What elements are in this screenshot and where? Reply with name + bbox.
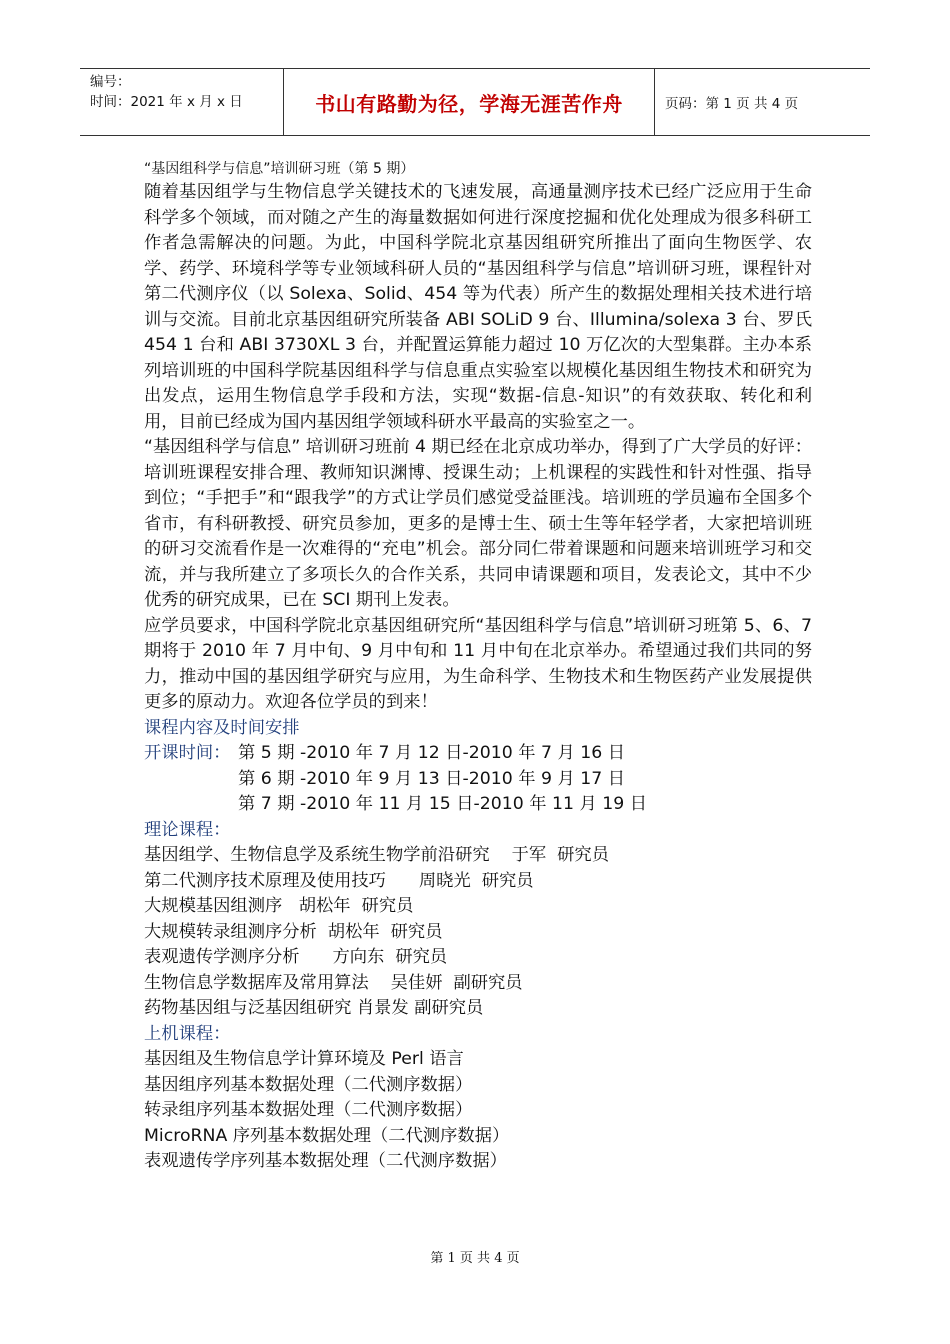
lab-course-item: 基因组序列基本数据处理（二代测序数据） bbox=[144, 1074, 473, 1095]
theory-course-item: 表观遗传学测序分析 方向东 研究员 bbox=[144, 947, 448, 967]
schedule-label: 开课时间： bbox=[144, 743, 231, 763]
schedule-row: 第 7 期 -2010 年 11 月 15 日-2010 年 11 月 19 日 bbox=[238, 794, 648, 814]
theory-course-item: 生物信息学数据库及常用算法 吴佳妍 副研究员 bbox=[144, 972, 523, 993]
theory-course-item: 第二代测序技术原理及使用技巧 周晓光 研究员 bbox=[144, 870, 534, 891]
lab-course-item: 表观遗传学序列基本数据处理（二代测序数据） bbox=[144, 1151, 507, 1171]
theory-course-item: 大规模基因组测序 胡松年 研究员 bbox=[144, 896, 414, 916]
history-paragraph: “基因组科学与信息” 培训研习班前 4 期已经在北京成功举办，得到了广大学员的好评：培训班课程安排合理、教师知识渊博、授课生动；上机课程的实践性和针对性强、指导到位；“手把手”和“跟我学”的方式让学员们感觉受益匪浅。培训班的学员遍布全国多个省市，有科研教授、研究员参加，更多的是博士生、硕士生等年轻学者，大家把培训班的研习交流看作是一次难得的“充电”机会。部分同仁带着课题和问题来培训班学习和交流，并与我所建立了多项长久的合作关系，共同申请课题和项目，发表论文，其中不少优秀的研究成果，已在 SCI 期刊上发表。 bbox=[144, 437, 812, 610]
schedule-rows bbox=[238, 741, 647, 818]
header-motto: 书山有路勤为径，学海无涯苦作舟 bbox=[283, 69, 655, 135]
header-meta bbox=[80, 69, 283, 135]
document-body bbox=[144, 158, 812, 1175]
schedule-row: 第 6 期 -2010 年 9 月 13 日-2010 年 9 月 17 日 bbox=[238, 768, 626, 789]
announcement-paragraph: 应学员要求，中国科学院北京基因组研究所“基因组科学与信息”培训研习班第 5、6、7 期将于 2010 年 7 月中旬、9 月中旬和 11 月中旬在北京举办。希望通过我们共同的努力，推动中国的基因组学研究与应用，为生命科学、生物技术和生物医药产业发展提供更多的原动力。欢迎各位学员的到来！ bbox=[144, 615, 812, 712]
lab-course-item: 转录组序列基本数据处理（二代测序数据） bbox=[144, 1100, 473, 1120]
header-page-info: 页码：第 1 页 共 4 页 bbox=[665, 96, 799, 112]
lab-course-item: 基因组及生物信息学计算环境及 Perl 语言 bbox=[144, 1049, 464, 1069]
schedule-row: 第 5 期 -2010 年 7 月 12 日-2010 年 7 月 16 日 bbox=[238, 743, 626, 763]
theory-heading: 理论课程： bbox=[144, 819, 231, 840]
theory-course-item: 基因组学、生物信息学及系统生物学前沿研究 于军 研究员 bbox=[144, 845, 609, 865]
schedule-heading: 课程内容及时间安排 bbox=[144, 717, 300, 738]
lab-course-item: MicroRNA 序列基本数据处理（二代测序数据） bbox=[144, 1125, 510, 1146]
theory-course-item: 大规模转录组测序分析 胡松年 研究员 bbox=[144, 921, 443, 942]
lab-heading: 上机课程： bbox=[144, 1023, 231, 1044]
page-header bbox=[80, 68, 870, 136]
intro-paragraph: 随着基因组学与生物信息学关键技术的飞速发展，高通量测序技术已经广泛应用于生命科学多个领域，而对随之产生的海量数据如何进行深度挖掘和优化处理成为很多科研工作者急需解决的问题。为此，中国科学院北京基因组研究所推出了面向生物医学、农学、药学、环境科学等专业领域科研人员的“基因组科学与信息”培训研习班，课程针对第二代测序仪（以 Solexa、Solid、454 等为代表）所产生的数据处理相关技术进行培训与交流。目前北京基因组研究所装备 ABI SOLiD 9 台、Illumina/solexa 3 台、罗氏 454 1 台和 ABI 3730XL 3 台，并配置运算能力超过 10 万亿次的大型集群。主办本系列培训班的中国科学院基因组科学与信息重点实验室以规模化基因组生物技术和研究为出发点，运用生物信息学手段和方法，实现“数据-信息-知识”的有效获取、转化和利用，目前已经成为国内基因组学领域科研水平最高的实验室之一。 bbox=[144, 182, 812, 432]
page-footer: 第 1 页 共 4 页 bbox=[430, 1251, 520, 1266]
document-title: “基因组科学与信息”培训研习班（第 5 期） bbox=[144, 161, 415, 177]
theory-course-item: 药物基因组与泛基因组研究 肖景发 副研究员 bbox=[144, 998, 484, 1018]
schedule-block bbox=[144, 741, 812, 818]
header-number-label: 编号： bbox=[90, 74, 131, 90]
header-time-label: 时间：2021 年 x 月 x 日 bbox=[90, 94, 243, 110]
